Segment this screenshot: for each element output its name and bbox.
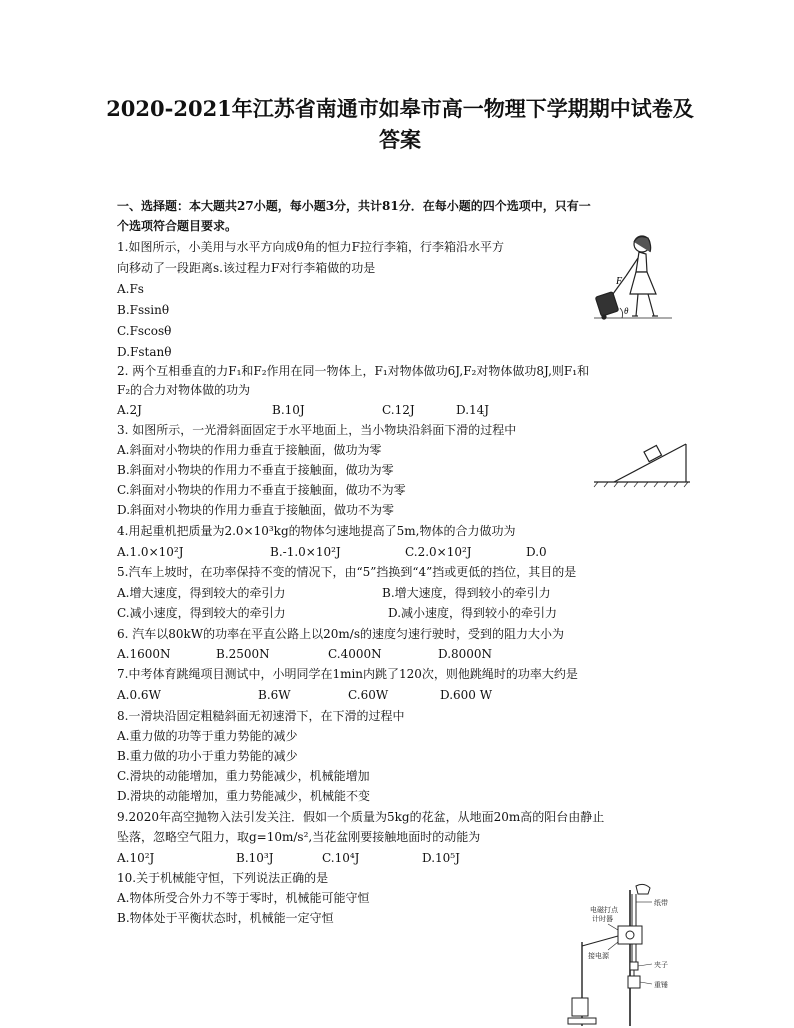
q9-stem: 9.2020年高空抛物入法引发关注．假如一个质量为5kg的花盆，从地面20m高的阳台由静止 xyxy=(117,810,605,824)
q2-stem: 2. 两个互相垂直的力F₁和F₂作用在同一物体上，F₁对物体做功6J,F₂对物体做功8J,则F₁和 xyxy=(117,364,590,378)
q2-option-a: A.2J xyxy=(117,403,142,417)
clip-label: 夹子 xyxy=(654,962,668,969)
q8-option-a: A.重力做的功等于重力势能的减少 xyxy=(117,729,298,743)
q5-option-b: B.增大速度，得到较小的牵引力 xyxy=(382,586,551,600)
q10-option-b: B.物体处于平衡状态时，机械能一定守恒 xyxy=(117,911,334,925)
q3-figure-incline xyxy=(590,432,694,488)
q7-stem: 7.中考体育跳绳项目测试中，小明同学在1min内跳了120次，则他跳绳时的功率大约是 xyxy=(117,667,578,681)
q2-option-c: C.12J xyxy=(382,403,415,417)
q1-option-c: C.Fscosθ xyxy=(117,324,172,338)
page-title-cont: 答案 xyxy=(379,127,421,152)
q6-option-b: B.2500N xyxy=(216,647,270,661)
q9-option-a: A.10²J xyxy=(117,851,155,865)
q4-option-d: D.0 xyxy=(526,545,547,559)
q4-stem: 4.用起重机把质量为2.0×10³kg的物体匀速地提高了5m,物体的合力做功为 xyxy=(117,524,516,538)
q10-stem: 10.关于机械能守恒，下列说法正确的是 xyxy=(117,871,329,885)
tape-label: 纸带 xyxy=(654,900,668,907)
timer-label-cont: 计时器 xyxy=(592,916,613,923)
q8-option-b: B.重力做的功小于重力势能的减少 xyxy=(117,749,298,763)
page-title: 2020-2021年江苏省南通市如皋市高一物理下学期期中试卷及 xyxy=(106,96,694,121)
q6-stem: 6. 汽车以80kW的功率在平直公路上以20m/s的速度匀速行驶时，受到的阻力大小为 xyxy=(117,627,564,641)
q5-option-c: C.减小速度，得到较大的牵引力 xyxy=(117,606,286,620)
q10-figure-apparatus xyxy=(560,880,680,1026)
section-header: 一、选择题：本大题共27小题，每小题3分，共计81分．在每小题的四个选项中，只有一 xyxy=(117,199,591,213)
q4-option-b: B.-1.0×10²J xyxy=(270,545,341,559)
q4-option-a: A.1.0×10²J xyxy=(117,545,184,559)
q2-option-b: B.10J xyxy=(272,403,305,417)
q1-option-a: A.Fs xyxy=(117,282,144,296)
q3-option-b: B.斜面对小物块的作用力不垂直于接触面，做功为零 xyxy=(117,463,394,477)
q8-stem: 8.一滑块沿固定粗糙斜面无初速滑下，在下滑的过程中 xyxy=(117,709,405,723)
q3-option-d: D.斜面对小物块的作用力垂直于接触面，做功不为零 xyxy=(117,503,395,517)
q1-stem-cont: 向移动了一段距离s.该过程力F对行李箱做的功是 xyxy=(117,261,376,275)
q1-option-b: B.Fssinθ xyxy=(117,303,170,317)
power-label: 接电源 xyxy=(588,953,609,960)
q3-option-c: C.斜面对小物块的作用力不垂直于接触面，做功不为零 xyxy=(117,483,406,497)
q1-option-d: D.Fstanθ xyxy=(117,345,172,359)
q1-figure-girl-suitcase xyxy=(592,232,676,322)
q1-stem: 1.如图所示，小美用与水平方向成θ角的恒力F拉行李箱，行李箱沿水平方 xyxy=(117,240,505,254)
timer-label: 电磁打点 xyxy=(590,907,618,914)
q10-option-a: A.物体所受合外力不等于零时，机械能可能守恒 xyxy=(117,891,370,905)
q9-option-b: B.10³J xyxy=(236,851,274,865)
weight-label: 重锤 xyxy=(654,982,668,989)
q7-option-d: D.600 W xyxy=(440,688,493,702)
q5-stem: 5.汽车上坡时，在功率保持不变的情况下，由“5”挡换到“4”挡或更低的挡位，其目的是 xyxy=(117,565,577,579)
q5-option-a: A.增大速度，得到较大的牵引力 xyxy=(117,586,286,600)
force-label: F xyxy=(616,276,623,287)
q8-option-c: C.滑块的动能增加，重力势能减少，机械能增加 xyxy=(117,769,370,783)
angle-label: θ xyxy=(624,306,629,316)
q6-option-c: C.4000N xyxy=(328,647,382,661)
q3-stem: 3. 如图所示，一光滑斜面固定于水平地面上，当小物块沿斜面下滑的过程中 xyxy=(117,423,517,437)
q6-option-a: A.1600N xyxy=(117,647,171,661)
q2-stem-cont: F₂的合力对物体做的功为 xyxy=(117,383,251,397)
q7-option-a: A.0.6W xyxy=(117,688,161,702)
q3-option-a: A.斜面对小物块的作用力垂直于接触面，做功为零 xyxy=(117,443,382,457)
q4-option-c: C.2.0×10²J xyxy=(405,545,472,559)
q5-option-d: D.减小速度，得到较小的牵引力 xyxy=(388,606,558,620)
q9-option-c: C.10⁴J xyxy=(322,851,360,865)
q8-option-d: D.滑块的动能增加，重力势能减少，机械能不变 xyxy=(117,789,371,803)
q7-option-b: B.6W xyxy=(258,688,291,702)
q6-option-d: D.8000N xyxy=(438,647,493,661)
q2-option-d: D.14J xyxy=(456,403,490,417)
q7-option-c: C.60W xyxy=(348,688,389,702)
q9-option-d: D.10⁵J xyxy=(422,851,460,865)
section-header-cont: 个选项符合题目要求。 xyxy=(117,219,238,233)
q9-stem-cont: 坠落，忽略空气阻力，取g=10m/s²,当花盆刚要接触地面时的动能为 xyxy=(117,830,481,844)
